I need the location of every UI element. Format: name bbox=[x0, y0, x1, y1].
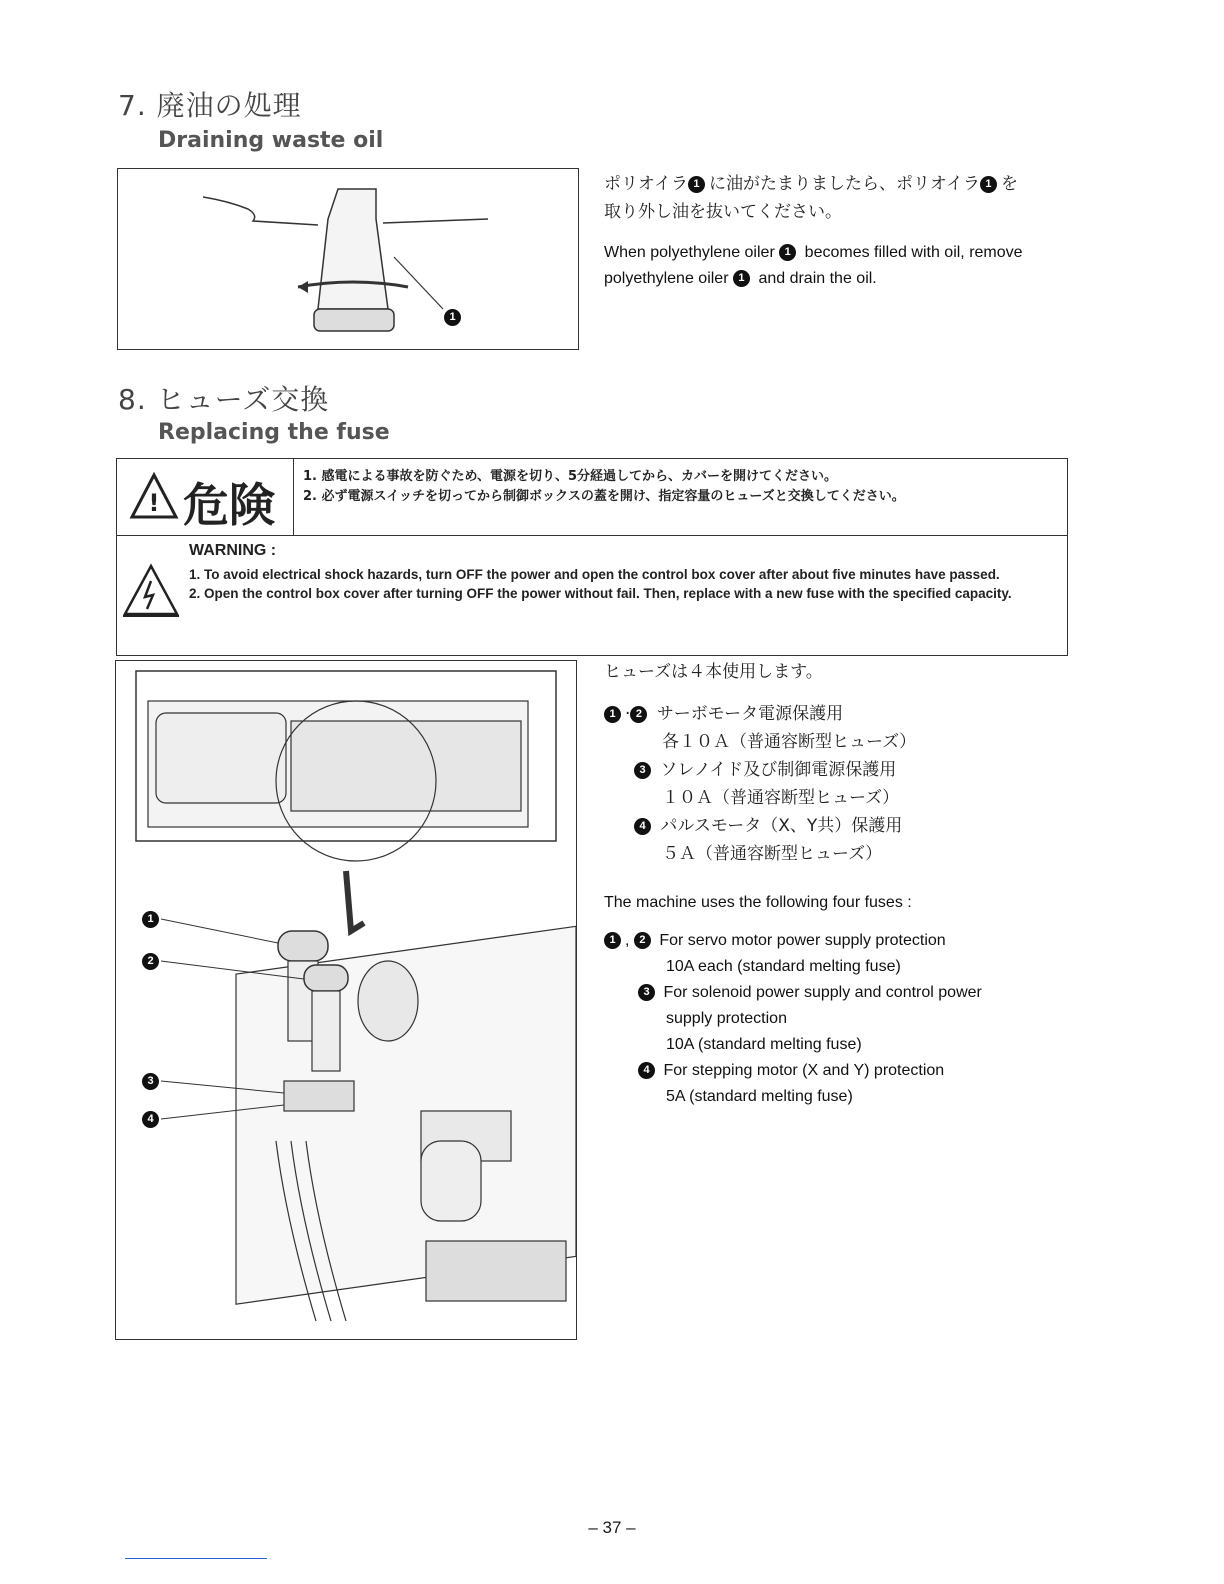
num-badge: 4 bbox=[638, 1062, 655, 1079]
dot-sep: · bbox=[625, 704, 631, 724]
danger-label-cell bbox=[117, 459, 294, 536]
callout-2-fuse: 2 bbox=[142, 953, 159, 970]
body-jp-part: 取り外し油を抜いてください。 bbox=[604, 202, 842, 222]
danger-item: 1. 感電による事故を防ぐため、電源を切り、5分経過してから、カバーを開けてください。 bbox=[303, 469, 838, 484]
shock-hazard-icon bbox=[123, 563, 179, 617]
body-en-part: becomes filled with oil, remove bbox=[804, 244, 1023, 261]
warning-item: 2. Open the control box cover after turning OFF the power without fail. Then, replace with a new fuse with the specified capacity. bbox=[189, 586, 1012, 601]
fuse-jp-spec: 各１０Ａ（普通容断型ヒューズ） bbox=[662, 732, 917, 752]
danger-text bbox=[303, 467, 1053, 507]
fuse-intro-jp: ヒューズは４本使用します。 bbox=[604, 662, 823, 682]
fuse-list-en bbox=[604, 928, 1074, 1110]
num-1-badge: 1 bbox=[980, 176, 997, 193]
control-box-drawing bbox=[116, 661, 576, 1339]
num-1-badge: 1 bbox=[688, 176, 705, 193]
callout-1-oiler: 1 bbox=[444, 309, 461, 326]
section7-body-jp bbox=[604, 170, 1074, 226]
fuse-en-item-4 bbox=[604, 1058, 1074, 1084]
fuse-en-line: supply protection bbox=[666, 1010, 787, 1027]
fuse-en-line: For servo motor power supply protection bbox=[659, 932, 946, 949]
fuse-en-line: 10A (standard melting fuse) bbox=[666, 1036, 862, 1053]
num-badge: 1 bbox=[604, 706, 621, 723]
fuse-en-line: For stepping motor (X and Y) protection bbox=[663, 1062, 945, 1079]
page-number: – 37 – bbox=[588, 1518, 636, 1537]
fuse-intro-en: The machine uses the following four fuses : bbox=[604, 894, 912, 911]
fuse-en-line: 5A (standard melting fuse) bbox=[666, 1088, 853, 1105]
warning-title: WARNING : bbox=[189, 542, 277, 559]
fuse-jp-title: サーボモータ電源保護用 bbox=[656, 704, 844, 724]
danger-divider bbox=[117, 535, 1067, 536]
danger-triangle-icon bbox=[129, 471, 179, 521]
fuse-jp-title: ソレノイド及び制御電源保護用 bbox=[660, 760, 897, 780]
body-en-part: polyethylene oiler bbox=[604, 270, 729, 287]
warning-text bbox=[189, 565, 1057, 603]
fuse-jp-item-4 bbox=[604, 812, 1064, 840]
danger-label: 危険 bbox=[183, 478, 275, 532]
control-box-illustration bbox=[115, 660, 577, 1340]
body-en-part: When polyethylene oiler bbox=[604, 244, 775, 261]
section7-body-en bbox=[604, 240, 1084, 292]
fuse-list-jp bbox=[604, 700, 1064, 868]
body-jp-part: ポリオイラ bbox=[604, 174, 688, 194]
num-badge: 2 bbox=[634, 932, 651, 949]
oiler-drawing bbox=[118, 169, 578, 349]
section7-title-jp: 7. 廃油の処理 bbox=[118, 89, 302, 122]
danger-item: 2. 必ず電源スイッチを切ってから制御ボックスの蓋を開け、指定容量のヒューズと交換してください。 bbox=[303, 489, 905, 504]
section8-title-jp: 8. ヒューズ交換 bbox=[118, 383, 330, 416]
num-badge: 2 bbox=[630, 706, 647, 723]
fuse-en-line: For solenoid power supply and control power bbox=[663, 984, 982, 1001]
num-badge: 4 bbox=[634, 818, 651, 835]
footer-rule bbox=[125, 1558, 267, 1559]
fuse-en-item-3 bbox=[604, 980, 1074, 1006]
fuse-jp-item-1-2 bbox=[604, 700, 1064, 728]
warning-item: 1. To avoid electrical shock hazards, turn OFF the power and open the control box cover after about five minutes have passed. bbox=[189, 567, 1000, 582]
fuse-jp-spec: １０Ａ（普通容断型ヒューズ） bbox=[662, 788, 900, 808]
body-jp-part: を bbox=[1000, 174, 1018, 194]
body-en-part: and drain the oil. bbox=[758, 270, 877, 287]
fuse-jp-item-3 bbox=[604, 756, 1064, 784]
fuse-en-line: 10A each (standard melting fuse) bbox=[666, 958, 901, 975]
fuse-jp-spec: ５Ａ（普通容断型ヒューズ） bbox=[662, 844, 883, 864]
num-badge: 1 bbox=[604, 932, 621, 949]
danger-warning-box bbox=[116, 458, 1068, 656]
num-badge: 3 bbox=[638, 984, 655, 1001]
oiler-illustration bbox=[117, 168, 579, 350]
body-jp-part: に油がたまりましたら、ポリオイラ bbox=[708, 174, 980, 194]
fuse-jp-title: パルスモータ（X、Y共）保護用 bbox=[660, 816, 903, 836]
callout-1-fuse: 1 bbox=[142, 911, 159, 928]
section8-title-en: Replacing the fuse bbox=[158, 420, 390, 445]
callout-4-fuse: 4 bbox=[142, 1111, 159, 1128]
svg-text:!: ! bbox=[148, 489, 160, 517]
section7-title-en: Draining waste oil bbox=[158, 128, 384, 153]
num-badge: 3 bbox=[634, 762, 651, 779]
callout-3-fuse: 3 bbox=[142, 1073, 159, 1090]
num-1-badge: 1 bbox=[733, 270, 750, 287]
num-1-badge: 1 bbox=[779, 244, 796, 261]
fuse-en-item-1-2: 1 , 2 For servo motor power supply protection bbox=[604, 928, 1074, 954]
